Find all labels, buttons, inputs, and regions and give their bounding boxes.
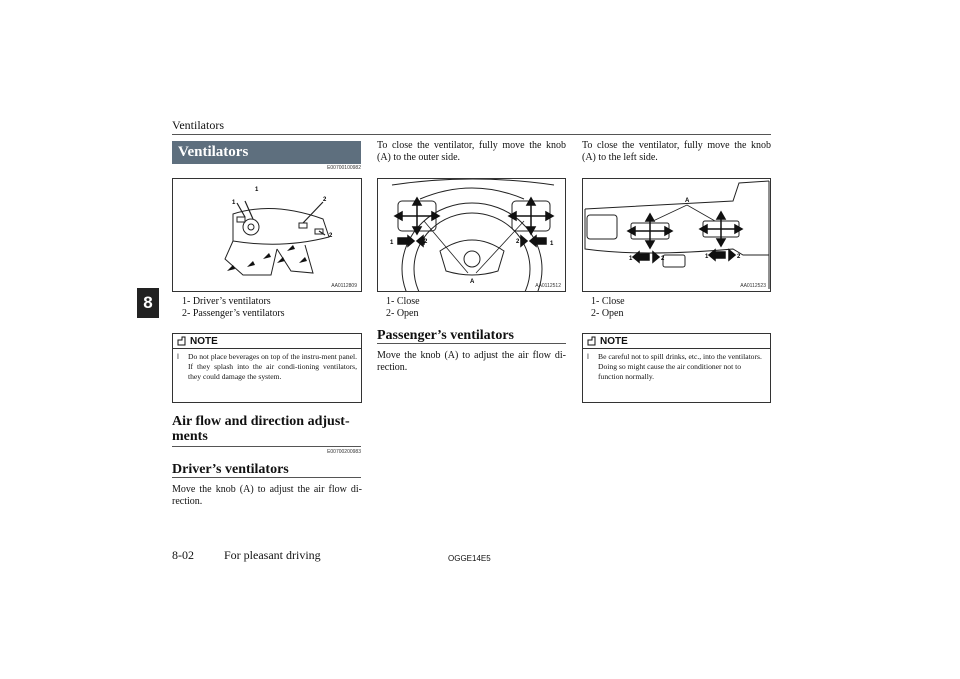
callout-open-left: 2 — [424, 239, 428, 245]
legend-item-passenger: 2- Passenger’s ventilators — [182, 308, 285, 319]
running-title: Ventilators — [172, 118, 224, 132]
note-text-line2: Doing so might cause the air conditioner not to function normally. — [598, 362, 741, 381]
note-header — [583, 334, 770, 349]
callout-driver-1b: 1 — [232, 200, 236, 206]
figure-driver-passenger-ventilators — [172, 178, 362, 292]
callout-open-right: 2 — [737, 254, 741, 260]
note-text-line1: Be careful not to spill drinks, etc., into the ventilators. — [598, 352, 762, 361]
callout-driver-1: 1 — [255, 187, 259, 193]
figure-passenger-knobs — [582, 178, 771, 292]
legend-item-open: 2- Open — [386, 308, 419, 319]
passenger-instructions: Move the knob (A) to adjust the air flow di-rection. — [377, 350, 566, 373]
steering-wheel-illustration — [378, 179, 565, 291]
note-body — [583, 349, 770, 386]
heading-passenger-ventilators: Passenger’s ventilators — [377, 328, 514, 343]
note-hand-icon — [177, 336, 187, 346]
note-bullet: l — [177, 353, 179, 361]
figure-id: AA0112809 — [331, 283, 357, 289]
callout-passenger-2b: 2 — [329, 233, 333, 239]
section-title: Ventilators — [172, 141, 361, 164]
figure-legend — [386, 296, 420, 320]
callout-passenger-2: 2 — [323, 197, 327, 203]
page-number: 8-02 — [172, 548, 194, 562]
note-body — [173, 349, 361, 386]
legend-item-driver: 1- Driver’s ventilators — [182, 296, 271, 307]
heading-airflow-rule — [172, 446, 361, 447]
figure-driver-knobs — [377, 178, 566, 292]
heading-airflow: Air flow and direction adjust-ments — [172, 414, 350, 444]
callout-open-left: 2 — [661, 256, 665, 262]
driver-instructions: Move the knob (A) to adjust the air flow di-rection. — [172, 484, 362, 507]
passenger-panel-illustration — [583, 179, 770, 291]
chapter-tab: 8 — [137, 288, 159, 318]
note-label: NOTE — [190, 335, 218, 347]
figure-id: AA0112512 — [535, 283, 561, 289]
close-instructions-driver: To close the ventilator, fully move the knob (A) to the outer side. — [377, 140, 566, 163]
note-header — [173, 334, 361, 349]
dashboard-illustration — [173, 179, 361, 291]
heading-driver-ventilators: Driver’s ventilators — [172, 462, 289, 477]
legend-item-close: 1- Close — [386, 296, 420, 307]
chapter-title: For pleasant driving — [224, 548, 321, 562]
callout-close-right: 1 — [705, 254, 709, 260]
callout-close-right: 1 — [550, 241, 554, 247]
note-hand-icon — [587, 336, 597, 346]
callout-knob-a: A — [470, 279, 475, 285]
note-box-spills — [582, 333, 771, 403]
figure-id: AA0112523 — [740, 283, 766, 289]
airflow-code: E00700200983 — [327, 449, 361, 455]
figure-legend — [182, 296, 285, 320]
note-label: NOTE — [600, 335, 628, 347]
legend-item-close: 1- Close — [591, 296, 625, 307]
document-code: OGGE14E5 — [448, 554, 491, 563]
header-rule — [172, 134, 771, 135]
heading-passenger-rule — [377, 343, 566, 344]
close-instructions-passenger: To close the ventilator, fully move the knob (A) to the left side. — [582, 140, 771, 163]
section-code: E00700100982 — [327, 165, 361, 171]
callout-open-right: 2 — [516, 239, 520, 245]
legend-item-open: 2- Open — [591, 308, 624, 319]
callout-close-left: 1 — [390, 240, 394, 246]
note-bullet: l — [587, 353, 589, 361]
heading-driver-rule — [172, 477, 361, 478]
callout-knob-a: A — [685, 198, 690, 204]
callout-close-left: 1 — [629, 256, 633, 262]
note-text: Do not place beverages on top of the instru-ment panel. If they splash into the air condi-tioning ventilators, they could damage the system. — [188, 352, 357, 381]
note-box-beverages — [172, 333, 362, 403]
figure-legend — [591, 296, 625, 320]
